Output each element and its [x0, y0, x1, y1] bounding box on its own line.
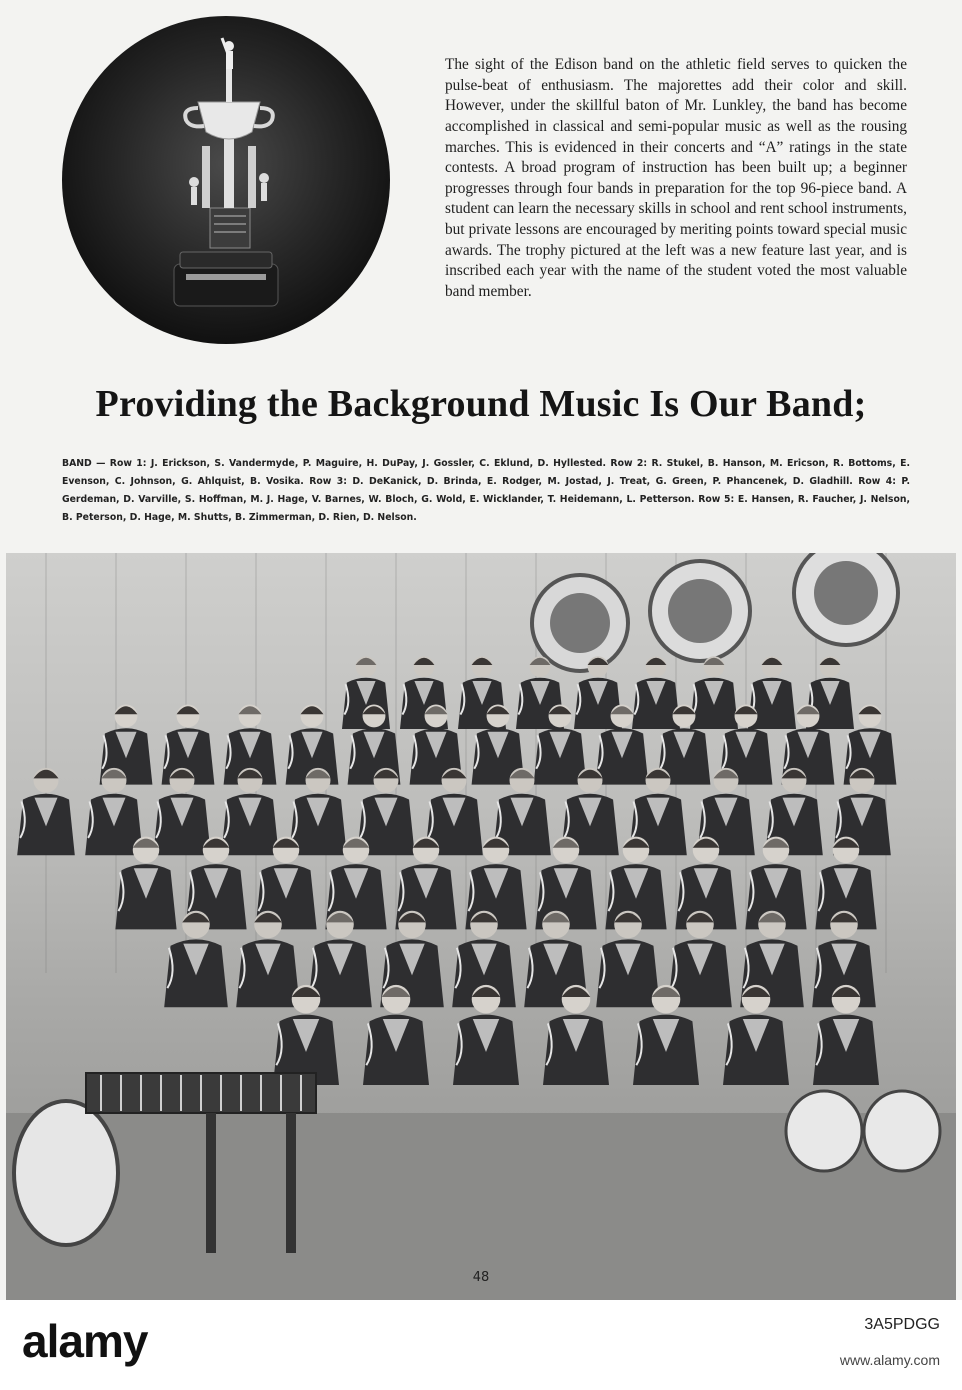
band-member [690, 656, 738, 729]
trophy-icon [62, 16, 390, 344]
band-group-photo [6, 553, 956, 1300]
stock-image-id: 3A5PDGG [864, 1316, 940, 1333]
caption-label: BAND — [62, 458, 106, 469]
band-photo-illustration [6, 553, 956, 1300]
stock-url: www.alamy.com [839, 1352, 940, 1368]
caption-text: Row 1: J. Erickson, S. Vandermyde, P. Maguire, H. DuPay, J. Gossler, C. Eklund, D. Hyllested. Row 2: R. Stukel, B. Hanson, M. Ericson, R. Bottoms, E. Evenson, C. Johnson, G. Ahlquist, B. Vosika. Row 3: D. DeKanick, D. Brinda, E. Rodger, M. Jostad, J. Treat, G. Green, P. Phancenek, D. Gladhill. Row 4: P. Gerdeman, D. Varville, S. Hoffman, M. J. Hage, V. Barnes, W. Bloch, G. Wold, E. Wicklander, T. Heidemann, L. Petterson. Row 5: E. Hansen, R. Faucher, J. Nelson, B. Peterson, D. Hage, M. Shutts, B. Zimmerman, D. Rien, D. Nelson. [62, 458, 910, 523]
intro-paragraph: The sight of the Edison band on the athletic field serves to quicken the pulse-beat of enthusiasm. The majorettes add their color and skill. However, under the skillful baton of Mr. Lunkley, the band has become accomplished in classical and semi-popular music as well as the rousing marches. This is evidenced in their concerts and “A” ratings in the state contests. A broad program of instruction has been built up; a beginner progresses through four bands in preparation for the top 96-piece band. A student can learn the necessary skills in school and rent school instruments, but private lessons are encouraged by meriting points toward special music awards. The trophy pictured at the left was a new feature last year, and is inscribed each year with the name of the student voted the most valuable band member. [445, 56, 907, 300]
page-number: 48 [472, 1270, 490, 1285]
band-caption [62, 455, 910, 527]
stock-logo: alamy [22, 1315, 148, 1367]
trophy-photo [62, 16, 390, 344]
page-headline: Providing the Background Music Is Our Band; [95, 383, 867, 425]
sousaphone-bells [532, 553, 898, 671]
band-member [17, 768, 75, 855]
